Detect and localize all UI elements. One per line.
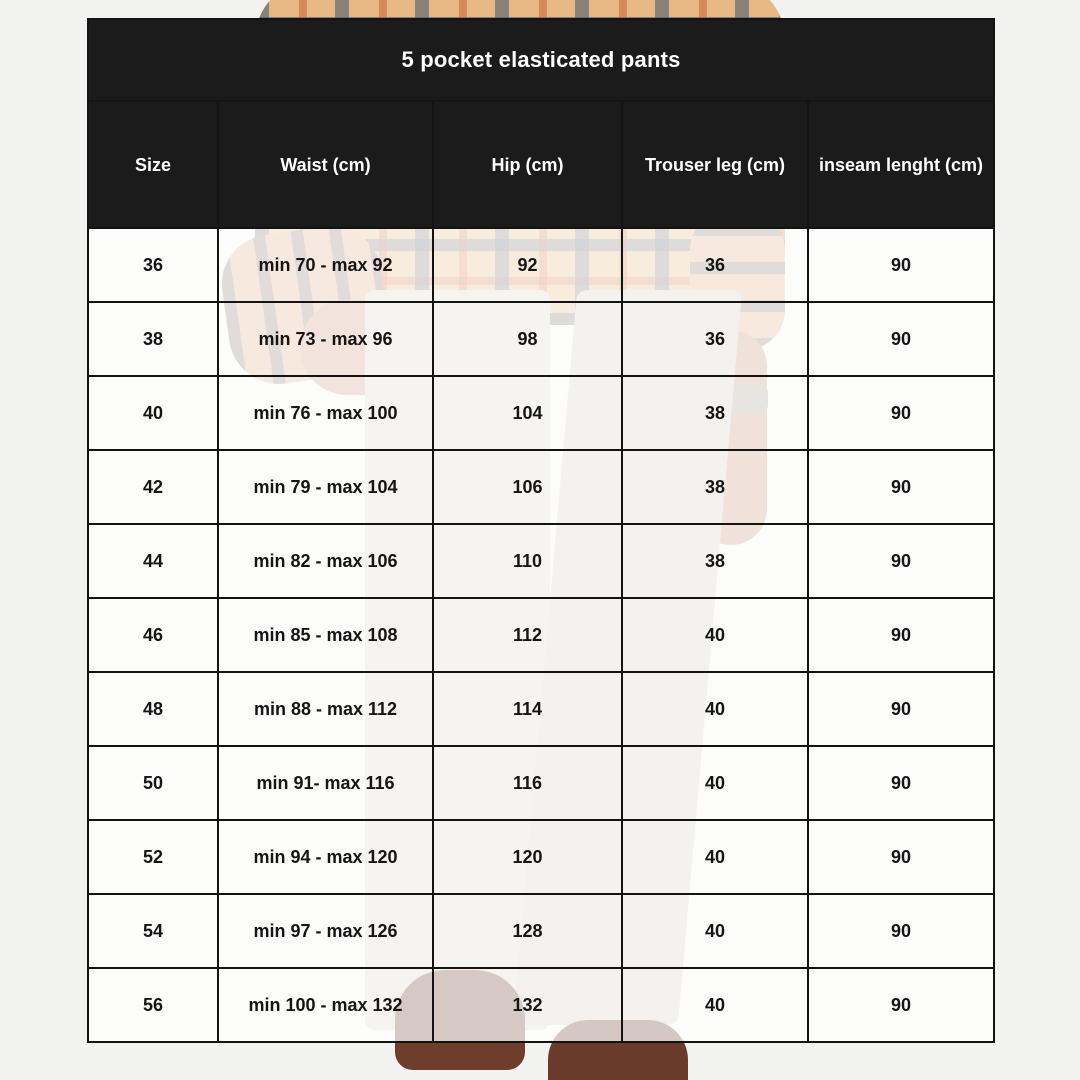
cell-hip: 104 [433, 376, 622, 450]
cell-size: 38 [88, 302, 218, 376]
table-header-row [88, 101, 994, 228]
cell-inseam-length: 90 [808, 302, 994, 376]
cell-hip: 106 [433, 450, 622, 524]
cell-hip: 128 [433, 894, 622, 968]
cell-hip: 98 [433, 302, 622, 376]
table-row [88, 302, 994, 376]
cell-size: 50 [88, 746, 218, 820]
cell-inseam-length: 90 [808, 228, 994, 302]
cell-hip: 132 [433, 968, 622, 1042]
cell-trouser-leg: 40 [622, 820, 808, 894]
cell-trouser-leg: 40 [622, 598, 808, 672]
cell-inseam-length: 90 [808, 524, 994, 598]
table-row [88, 820, 994, 894]
cell-waist: min 94 - max 120 [218, 820, 433, 894]
cell-trouser-leg: 40 [622, 968, 808, 1042]
cell-size: 52 [88, 820, 218, 894]
table-row [88, 376, 994, 450]
header-inseam-length: inseam lenght (cm) [808, 101, 994, 228]
table-row [88, 894, 994, 968]
cell-hip: 112 [433, 598, 622, 672]
cell-size: 44 [88, 524, 218, 598]
cell-hip: 120 [433, 820, 622, 894]
table-row [88, 524, 994, 598]
header-trouser-leg: Trouser leg (cm) [622, 101, 808, 228]
cell-trouser-leg: 36 [622, 228, 808, 302]
cell-size: 56 [88, 968, 218, 1042]
cell-trouser-leg: 36 [622, 302, 808, 376]
cell-trouser-leg: 38 [622, 524, 808, 598]
table-row [88, 968, 994, 1042]
cell-size: 40 [88, 376, 218, 450]
cell-inseam-length: 90 [808, 598, 994, 672]
cell-trouser-leg: 38 [622, 376, 808, 450]
cell-size: 46 [88, 598, 218, 672]
cell-waist: min 82 - max 106 [218, 524, 433, 598]
cell-waist: min 70 - max 92 [218, 228, 433, 302]
cell-waist: min 97 - max 126 [218, 894, 433, 968]
table-title: 5 pocket elasticated pants [88, 19, 994, 101]
header-waist: Waist (cm) [218, 101, 433, 228]
cell-waist: min 100 - max 132 [218, 968, 433, 1042]
cell-inseam-length: 90 [808, 746, 994, 820]
cell-waist: min 79 - max 104 [218, 450, 433, 524]
cell-size: 36 [88, 228, 218, 302]
size-chart-table [87, 18, 995, 1043]
cell-size: 48 [88, 672, 218, 746]
cell-inseam-length: 90 [808, 894, 994, 968]
header-size: Size [88, 101, 218, 228]
cell-size: 42 [88, 450, 218, 524]
table-row [88, 672, 994, 746]
cell-hip: 92 [433, 228, 622, 302]
cell-inseam-length: 90 [808, 450, 994, 524]
cell-hip: 116 [433, 746, 622, 820]
header-hip: Hip (cm) [433, 101, 622, 228]
cell-inseam-length: 90 [808, 376, 994, 450]
cell-trouser-leg: 40 [622, 746, 808, 820]
table-row [88, 598, 994, 672]
cell-inseam-length: 90 [808, 672, 994, 746]
cell-trouser-leg: 40 [622, 672, 808, 746]
cell-trouser-leg: 38 [622, 450, 808, 524]
table-row [88, 450, 994, 524]
cell-waist: min 76 - max 100 [218, 376, 433, 450]
cell-size: 54 [88, 894, 218, 968]
cell-hip: 114 [433, 672, 622, 746]
cell-waist: min 91- max 116 [218, 746, 433, 820]
cell-hip: 110 [433, 524, 622, 598]
cell-inseam-length: 90 [808, 968, 994, 1042]
cell-waist: min 88 - max 112 [218, 672, 433, 746]
table-title-row [88, 19, 994, 101]
cell-waist: min 73 - max 96 [218, 302, 433, 376]
table-row [88, 228, 994, 302]
table-row [88, 746, 994, 820]
cell-inseam-length: 90 [808, 820, 994, 894]
cell-trouser-leg: 40 [622, 894, 808, 968]
cell-waist: min 85 - max 108 [218, 598, 433, 672]
